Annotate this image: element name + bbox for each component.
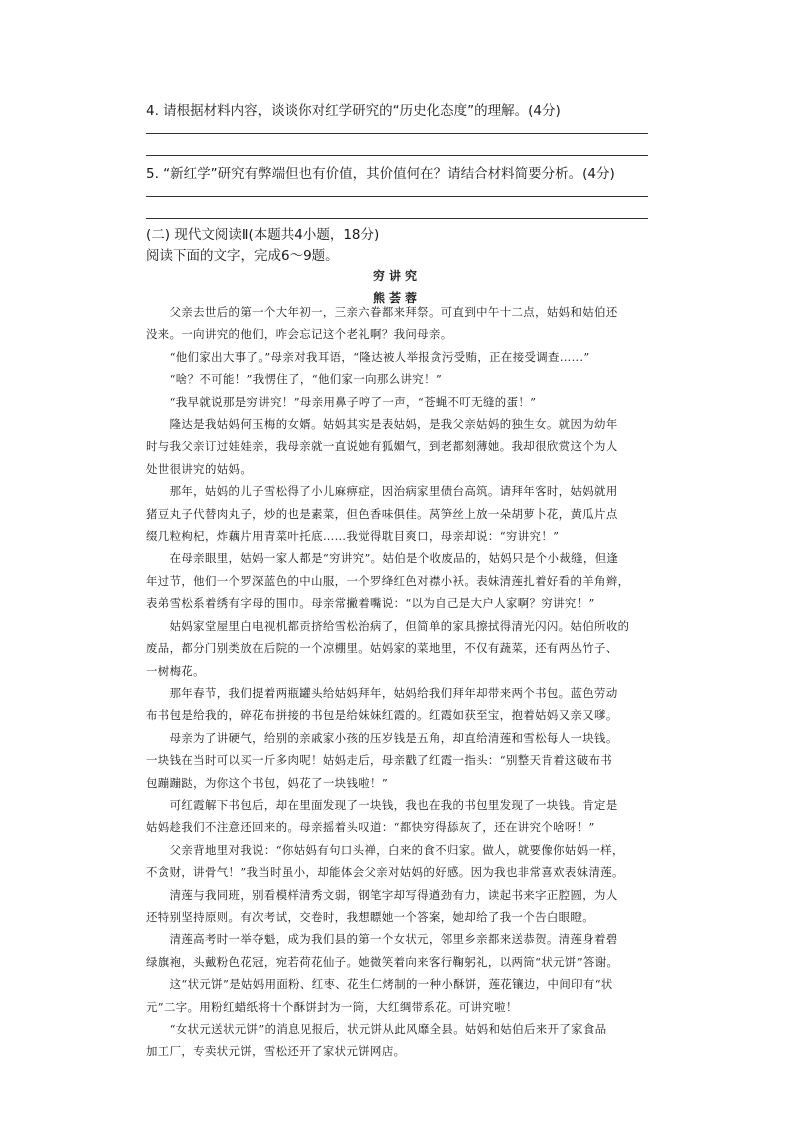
answer-line — [146, 155, 648, 156]
story-line: 元”二字。用粉红蜡纸将十个酥饼封为一筒，大红绸带系花。可讲究啦！ — [146, 999, 518, 1014]
answer-line — [146, 196, 648, 197]
story-line: 隆达是我姑妈何玉梅的女婿。姑妈其实是表姑妈，是我父亲姑妈的独生女。就因为幼年 — [146, 417, 618, 432]
story-line: 加工厂，专卖状元饼，雪松还开了家状元饼网店。 — [146, 1044, 406, 1059]
story-line: 没来。一向讲究的他们，咋会忘记这个老礼啊？我问母亲。 — [146, 327, 453, 342]
story-line: 母亲为了讲硬气，给别的亲戚家小孩的压岁钱是五角，却直给清莲和雪松每人一块钱。 — [146, 730, 618, 745]
answer-line — [146, 218, 648, 219]
story-line: 处世很讲究的姑妈。 — [146, 461, 253, 476]
story-line: 布书包是给我的，碎花布拼接的书包是给妹妹红霞的。红霞如获至宝，抱着姑妈又亲又嗲。 — [146, 708, 618, 723]
story-line: “女状元送状元饼”的消息见报后，状元饼从此风靡全县。姑妈和姑伯后来开了家食品 — [146, 1022, 607, 1036]
story-line: 姑妈趁我们不注意还回来的。母亲摇着头叹道：“都快穷得舔灰了，还在讲究个啥呀！” — [146, 820, 595, 835]
story-line: 一树梅花。 — [146, 663, 205, 678]
story-line: 父亲去世后的第一个大年初一，三亲六眷都来拜祭。可直到中午十二点，姑妈和姑伯还 — [146, 305, 618, 319]
story-line: “啥？不可能！”我愣住了，“他们家一向那么讲究！” — [146, 372, 443, 387]
story-line: 清莲高考时一举夺魁，成为我们县的第一个女状元，邻里乡亲都来送恭贺。清莲身着碧 — [146, 932, 618, 947]
story-line: “我早就说那是穷讲究！”母亲用鼻子哼了一声，“苍蝇不叮无缝的蛋！” — [146, 394, 537, 409]
story-line: 在母亲眼里，姑妈一家人都是“穷讲究”。姑伯是个收废品的，姑妈只是个小裁缝，但逢 — [146, 551, 619, 566]
section-instruction: 阅读下面的文字，完成6～9题。 — [146, 248, 339, 264]
story-line: 不贪财，讲骨气！”我当时虽小，却能体会父亲对姑妈的好感。因为我也非常喜欢表妹清莲。 — [146, 865, 624, 880]
story-line: 那年春节，我们提着两瓶罐头给姑妈拜年，姑妈给我们拜年却带来两个书包。蓝色劳动 — [146, 685, 618, 700]
story-line: 年过节，他们一个罗深蓝色的中山服，一个罗绛红色对襟小袄。表妹清莲扎着好看的羊角辫， — [146, 573, 630, 588]
story-line: 还特别坚持原则。有次考试，交卷时，我想瞟她一个答案，她却给了我一个告白眼瞪。 — [146, 909, 595, 924]
story-line: “他们家出大事了。”母亲对我耳语，“隆达被人举报贪污受贿，正在接受调查……” — [146, 349, 590, 364]
question-5: 5. “新红学”研究有弊端但也有价值，其价值何在？请结合材料简要分析。(4分) — [146, 166, 615, 182]
story-line: 猪豆丸子代替肉丸子，炒的也是素菜，但色香味俱佳。莴笋丝上放一朵胡萝卜花，黄瓜片点 — [146, 506, 618, 521]
story-body — [146, 301, 648, 1063]
story-line: 时与我父亲订过娃娃亲，我母亲就一直说她有狐媚气，到老都刻薄她。我却很欣赏这个为人 — [146, 439, 618, 454]
story-line: 父亲背地里对我说：“你姑妈有句口头禅，白来的食不归家。做人，就要像你姑妈一样， — [146, 842, 624, 857]
story-line: 清莲与我同班，别看模样清秀文弱，钢笔字却写得遒劲有力，读起书来字正腔圆，为人 — [146, 887, 618, 902]
story-title: 穷讲究 — [372, 269, 421, 283]
story-line: 这“状元饼”是姑妈用面粉、红枣、花生仁烤制的一种小酥饼，莲花镶边，中间印有“状 — [146, 977, 613, 992]
section-heading: (二) 现代文阅读Ⅱ(本题共4小题，18分) — [146, 227, 380, 243]
story-line: 可红霞解下书包后，却在里面发现了一块钱，我也在我的书包里发现了一块钱。肯定是 — [146, 797, 618, 812]
story-line: 一块钱在当时可以买一斤多肉呢！姑妈走后，母亲戳了红霞一指头：“别整天肯着这破布书 — [146, 753, 613, 768]
story-line: 表弟雪松系着绣有字母的围巾。母亲常撇着嘴说：“以为自己是大户人家啊？穷讲究！” — [146, 596, 595, 611]
story-line: 包蹦蹦跶，为你这个书包，妈花了一块钱啦！” — [146, 775, 389, 790]
story-line: 绿旗袍，头戴粉色花冠，宛若荷花仙子。她微笑着向来客行鞠躬礼，以两筒“状元饼”答谢。 — [146, 954, 619, 969]
question-4: 4. 请根据材料内容，谈谈你对红学研究的“历史化态度”的理解。(4分) — [146, 103, 561, 119]
story-line: 缀几粒枸杞，炸藕片用青菜叶托底……我觉得耽目爽口，母亲却说：“穷讲究！” — [146, 529, 560, 544]
story-author: 熊荟蓉 — [372, 291, 421, 305]
story-line: 废品，都分门别类放在后院的一个凉棚里。姑妈家的菜地里，不仅有蔬菜，还有两丛竹子、 — [146, 641, 618, 656]
story-line: 姑妈家堂屋里白电视机都贡挤给雪松治病了，但简单的家具擦拭得清光闪闪。姑伯所收的 — [146, 618, 630, 633]
answer-line — [146, 133, 648, 134]
story-line: 那年，姑妈的儿子雪松得了小儿麻痹症，因治病家里债台高筑。请拜年客时，姑妈就用 — [146, 484, 618, 499]
